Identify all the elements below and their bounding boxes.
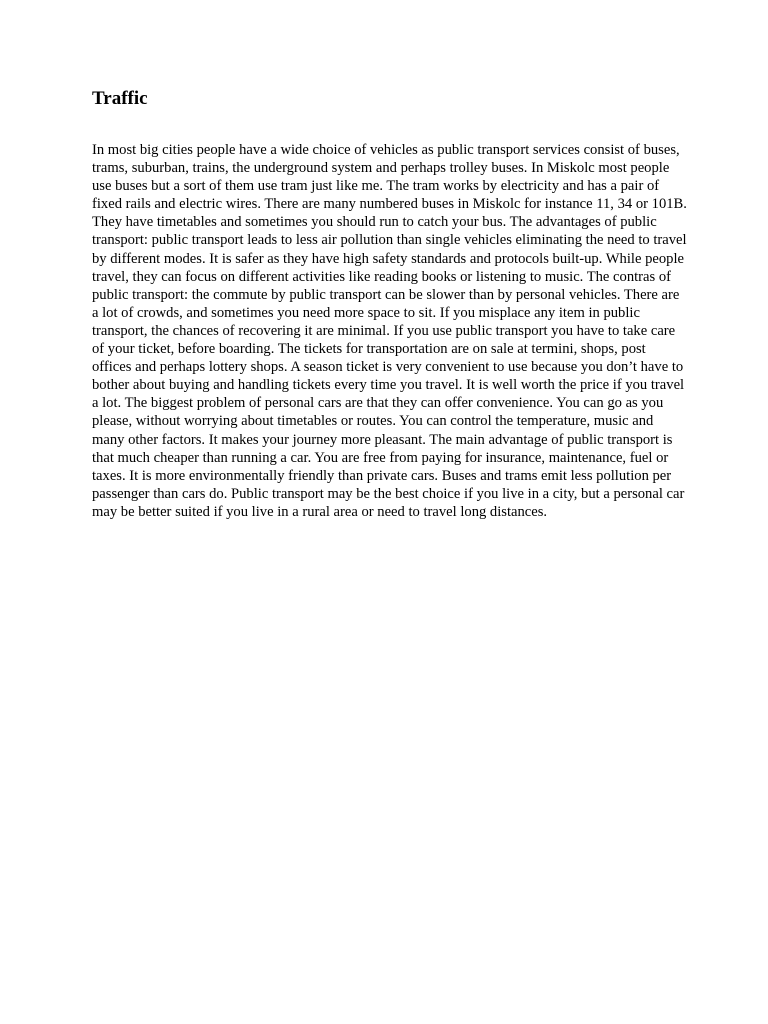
document-body-paragraph: In most big cities people have a wide choice of vehicles as public transport services consist of buses, trams, suburban, trains, the underground system and perhaps trolley buses. In Miskolc most people use buses but a sort of them use tram just like me. The tram works by electricity and has a pair of fixed rails and electric wires. There are many numbered buses in Miskolc for instance 11, 34 or 101B. They have timetables and sometimes you should run to catch your bus. The advantages of public transport: public transport leads to less air pollution than single vehicles eliminating the need to travel by different modes. It is safer as they have high safety standards and protocols built-up. While people travel, they can focus on different activities like reading books or listening to music. The contras of public transport: the commute by public transport can be slower than by personal vehicles. There are a lot of crowds, and sometimes you need more space to sit. If you misplace any item in public transport, the chances of recovering it are minimal. If you use public transport you have to take care of your ticket, before boarding. The tickets for transportation are on sale at termini, shops, post offices and perhaps lottery shops. A season ticket is very convenient to use because you don’t have to bother about buying and handling tickets every time you travel. It is well worth the price if you travel a lot. The biggest problem of personal cars are that they can offer convenience. You can go as you please, without worrying about timetables or routes. You can control the temperature, music and many other factors. It makes your journey more pleasant. The main advantage of public transport is that much cheaper than running a car. You are free from paying for insurance, maintenance, fuel or taxes. It is more environmentally friendly than private cars. Buses and trams emit less pollution per passenger than cars do. Public transport may be the best choice if you live in a city, but a personal car may be better suited if you live in a rural area or need to travel long distances. <box>92 142 687 520</box>
document-title: Traffic <box>92 88 148 109</box>
